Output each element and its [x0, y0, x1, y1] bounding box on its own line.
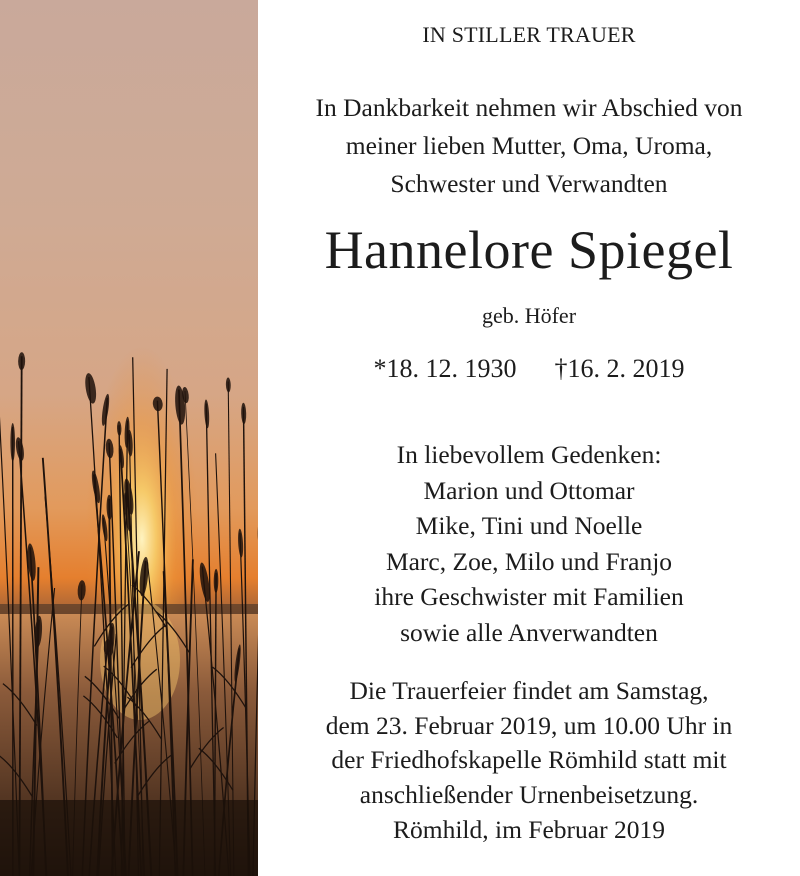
funeral-line: Die Trauerfeier findet am Samstag, [349, 676, 709, 705]
death-date: †16. 2. 2019 [554, 354, 685, 383]
mourner-line: Marc, Zoe, Milo und Franjo [385, 546, 673, 576]
funeral-info [258, 674, 800, 812]
mourner-line: ihre Geschwister mit Familien [374, 582, 684, 611]
birth-date: *18. 12. 1930 [373, 354, 517, 383]
intro-line: Schwester und Verwandten [390, 169, 668, 198]
intro-line: In Dankbarkeit nehmen wir Abschied von [315, 93, 743, 122]
intro-text [258, 89, 800, 203]
sunset-reeds-photo [0, 0, 258, 876]
sunset-reeds-image [0, 0, 258, 876]
life-dates [258, 354, 800, 384]
deceased-name: Hannelore Spiegel [324, 220, 734, 280]
reed-base [0, 800, 258, 876]
notice-text-column [258, 0, 800, 876]
place-and-date: Römhild, im Februar 2019 [393, 815, 665, 844]
intro-line: meiner lieben Mutter, Oma, Uroma, [345, 131, 713, 160]
mourners-list [258, 437, 800, 650]
notice-header: IN STILLER TRAUER [422, 22, 636, 47]
mourner-line: Marion und Ottomar [423, 475, 635, 505]
funeral-line: der Friedhofskapelle Römhild statt mit [331, 745, 727, 774]
funeral-line: anschließender Urnenbeisetzung. [359, 779, 699, 809]
birth-name: geb. Höfer [481, 303, 577, 328]
mourner-line: Mike, Tini und Noelle [415, 511, 643, 540]
funeral-line: dem 23. Februar 2019, um 10.00 Uhr in [325, 710, 733, 740]
mourner-line: sowie alle Anverwandten [400, 617, 658, 647]
mourner-line: In liebevollem Gedenken: [396, 440, 662, 469]
